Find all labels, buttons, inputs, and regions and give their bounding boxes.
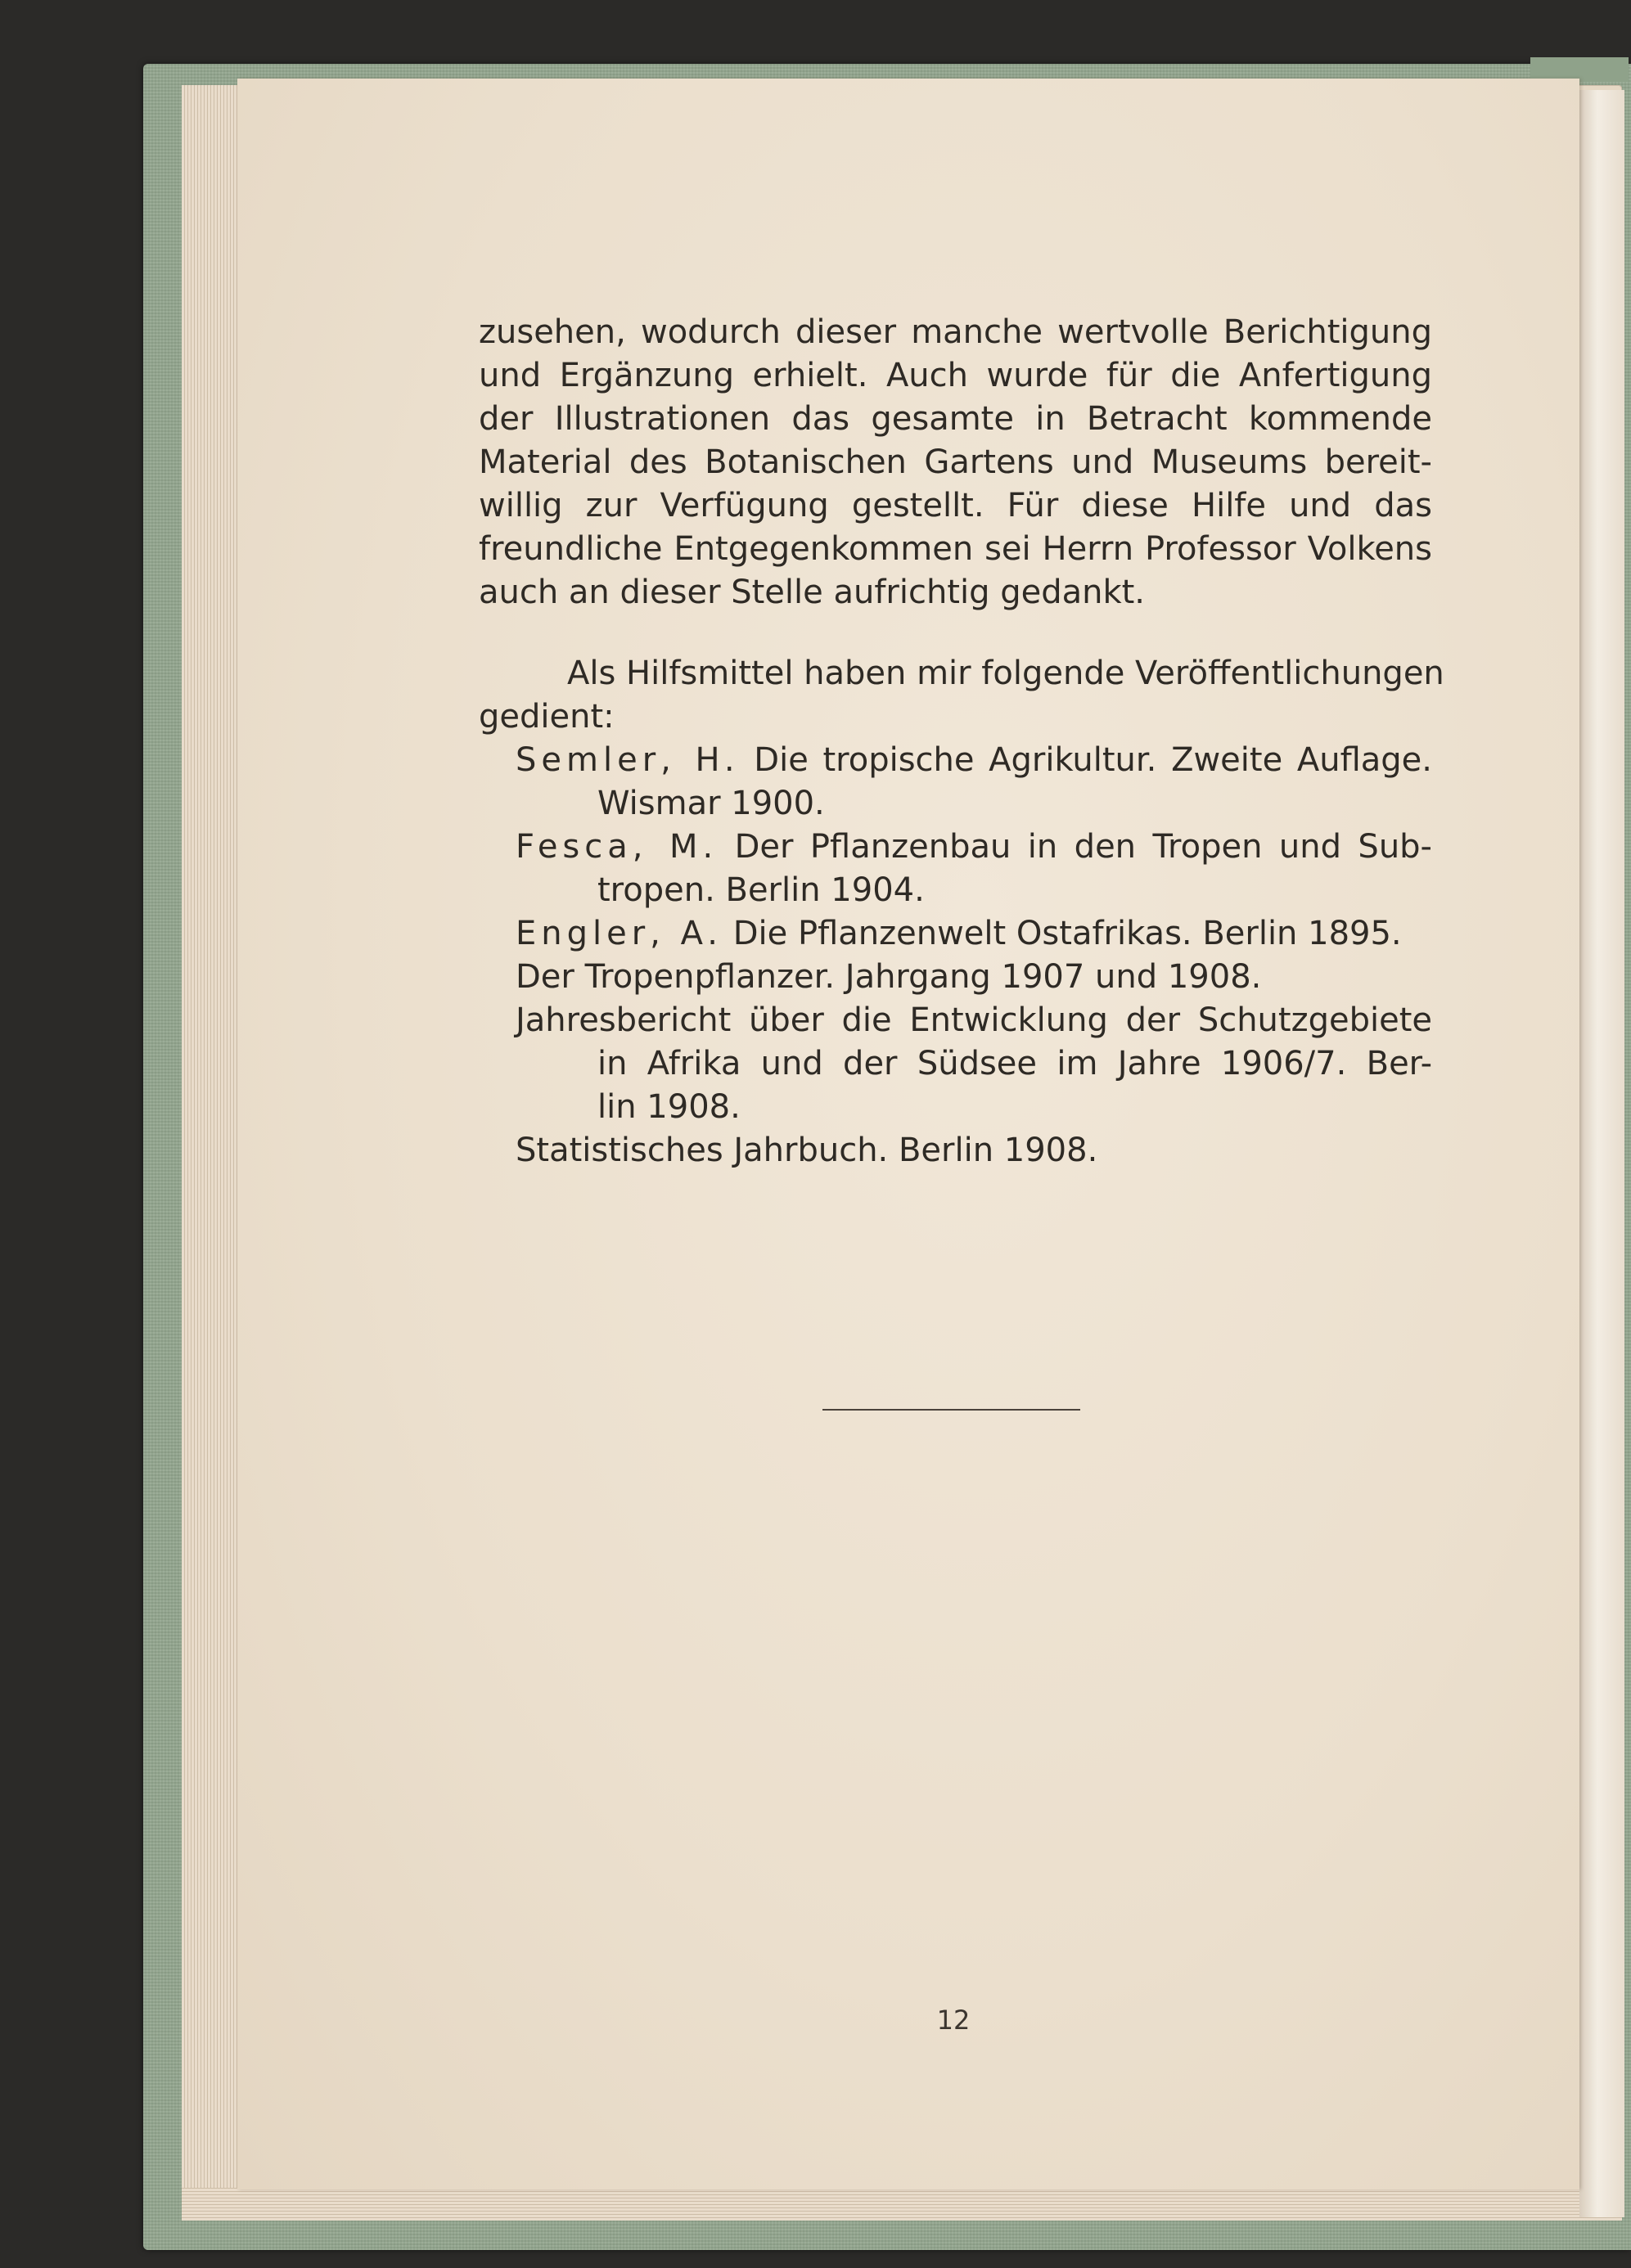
text-line: und Ergänzung erhielt. Auch wurde für die Anfertigung [479,357,1432,394]
text-line: der Illustrationen das gesamte in Betracht kommende [479,400,1432,438]
reference-first-line [516,739,1432,782]
reference-continuation: lin 1908. [597,1088,741,1126]
text-line: gedient: [479,698,615,736]
right-page-edge [1579,90,1624,2217]
text-line: auch an dieser Stelle aufrichtig gedankt. [479,574,1146,611]
reference-list [479,739,1432,1172]
reference-first-line [516,912,1432,956]
text-line: willig zur Verfügung gestellt. Für diese Hilfe und das [479,487,1432,524]
text-line: zusehen, wodurch dieser manche wertvolle Berichtigung [479,313,1432,351]
text-line: Als Hilfsmittel haben mir folgende Veröffentlichungen [567,655,1444,692]
reference-title: Die tropische Agrikultur. Zweite Auflage. [754,741,1432,779]
reference-first-line [516,956,1432,999]
reference-author: Fesca, M. [516,828,719,866]
text-line: freundliche Entgegenkommen sei Herrn Professor Volkens [479,530,1432,568]
reference-item [516,1129,1432,1172]
reference-continuation: tropen. Berlin 1904. [597,871,925,909]
reference-continuation: in Afrika und der Südsee im Jahre 1906/7. Ber- [597,1045,1432,1082]
reference-title: Statistisches Jahrbuch. Berlin 1908. [516,1132,1098,1169]
reference-first-line [516,999,1432,1042]
reference-title: Die Pflanzenwelt Ostafrikas. Berlin 1895. [732,915,1402,952]
reference-first-line [516,1129,1432,1172]
page-number: 12 [936,2005,971,2036]
reference-item [516,739,1432,826]
body-text [479,311,1444,1172]
reference-title: Der Pflanzenbau in den Tropen und Sub- [734,828,1432,866]
paragraph-acknowledgement [479,311,1432,614]
reference-item [516,956,1432,999]
reference-author: Semler, H. [516,741,740,779]
text-line: Material des Botanischen Gartens und Museums bereit- [479,443,1432,481]
reference-first-line [516,826,1432,869]
reference-title: Jahresbericht über die Entwicklung der Schutzgebiete [516,1001,1432,1039]
reference-item [516,826,1432,912]
reference-continuation: Wismar 1900. [597,785,825,822]
reference-title: Der Tropenpflanzer. Jahrgang 1907 und 1908. [516,958,1262,996]
reference-item [516,999,1432,1129]
reference-author: Engler, A. [516,915,723,952]
section-divider [822,1409,1080,1411]
paragraph-sources-intro [479,652,1444,739]
reference-item [516,912,1432,956]
